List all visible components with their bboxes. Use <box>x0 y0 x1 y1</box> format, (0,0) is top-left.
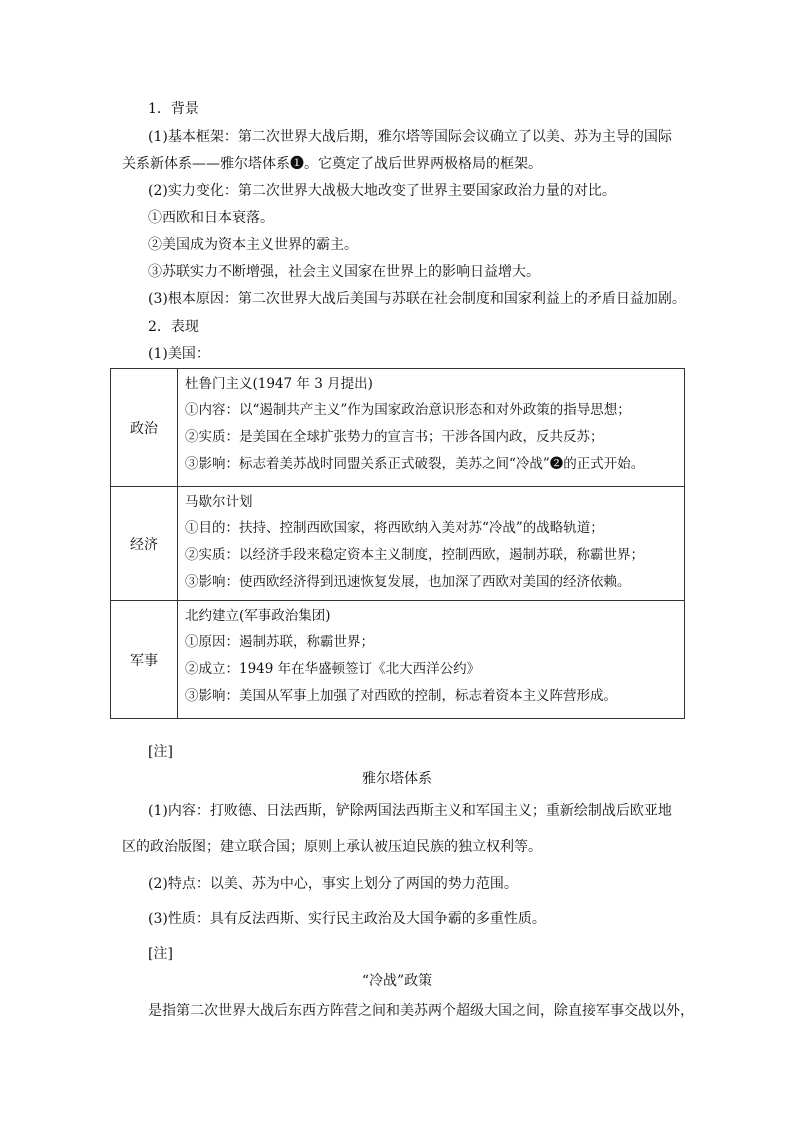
row-title: 杜鲁门主义(1947 年 3 月提出) <box>185 376 373 392</box>
row-item: ①内容：以“遏制共产主义”作为国家政治意识形态和对外政策的指导思想； <box>185 402 631 418</box>
note-paragraph: (1)内容：打败德、日法西斯，铲除两国法西斯主义和军国主义；重新绘制战后欧亚地 <box>148 803 672 819</box>
category-cell: 军事 <box>111 601 178 719</box>
paragraph-basic-framework-line1: (1)基本框架：第二次世界大战后期，雅尔塔等国际会议确立了以美、苏为主导的国际 <box>148 129 672 145</box>
note-label: [注] <box>148 946 173 962</box>
section-heading-manifestation: 2．表现 <box>148 319 199 335</box>
note-paragraph: 区的政治版图；建立联合国；原则上承认被压迫民族的独立权利等。 <box>122 839 542 855</box>
section-heading-background: 1．背景 <box>148 101 199 117</box>
note-title-yalta: 雅尔塔体系 <box>362 771 432 787</box>
table-row <box>111 369 685 487</box>
subheading-usa: (1)美国： <box>148 346 210 362</box>
paragraph-basic-framework-line2: 关系新体系——雅尔塔体系❶。它奠定了战后世界两极格局的框架。 <box>122 156 542 172</box>
row-item: ③影响：使西欧经济得到迅速恢复发展，也加深了西欧对美国的经济依赖。 <box>185 574 631 590</box>
category-cell: 经济 <box>111 487 178 601</box>
table-row <box>111 487 685 601</box>
table-row <box>111 601 685 719</box>
row-item: ②实质：是美国在全球扩张势力的宣言书；干涉各国内政，反共反苏； <box>185 429 604 445</box>
note-paragraph: (2)特点：以美、苏为中心，事实上划分了两国的势力范围。 <box>148 876 518 892</box>
paragraph-power-change: (2)实力变化：第二次世界大战极大地改变了世界主要国家政治力量的对比。 <box>148 183 616 199</box>
row-title: 北约建立(军事政治集团) <box>185 608 331 624</box>
content-cell <box>178 369 685 487</box>
note-title-cold-war: “冷战”政策 <box>361 973 433 989</box>
usa-policy-table <box>110 368 685 719</box>
list-item: ②美国成为资本主义世界的霸主。 <box>148 237 358 253</box>
note-label: [注] <box>148 744 173 760</box>
row-item: ①目的：扶持、控制西欧国家，将西欧纳入美对苏“冷战”的战略轨道； <box>185 520 604 536</box>
paragraph-root-cause: (3)根本原因：第二次世界大战后美国与苏联在社会制度和国家利益上的矛盾日益加剧。 <box>148 291 686 307</box>
content-cell <box>178 601 685 719</box>
row-item: ②实质：以经济手段来稳定资本主义制度，控制西欧，遏制苏联，称霸世界； <box>185 547 644 563</box>
row-item: ②成立：1949 年在华盛顿签订《北大西洋公约》 <box>185 661 481 677</box>
list-item: ①西欧和日本衰落。 <box>148 210 274 226</box>
category-cell: 政治 <box>111 369 178 487</box>
row-item: ③影响：标志着美苏战时同盟关系正式破裂，美苏之间“冷战”❷的正式开始。 <box>185 456 645 472</box>
content-cell <box>178 487 685 601</box>
row-title: 马歇尔计划 <box>185 494 253 510</box>
row-item: ①原因：遏制苏联，称霸世界； <box>185 634 374 650</box>
note-paragraph: (3)性质：具有反法西斯、实行民主政治及大国争霸的多重性质。 <box>148 911 546 927</box>
row-item: ③影响：美国从军事上加强了对西欧的控制，标志着资本主义阵营形成。 <box>185 688 617 704</box>
list-item: ③苏联实力不断增强，社会主义国家在世界上的影响日益增大。 <box>148 264 540 280</box>
note-paragraph: 是指第二次世界大战后东西方阵营之间和美苏两个超级大国之间，除直接军事交战以外， <box>148 1003 694 1019</box>
